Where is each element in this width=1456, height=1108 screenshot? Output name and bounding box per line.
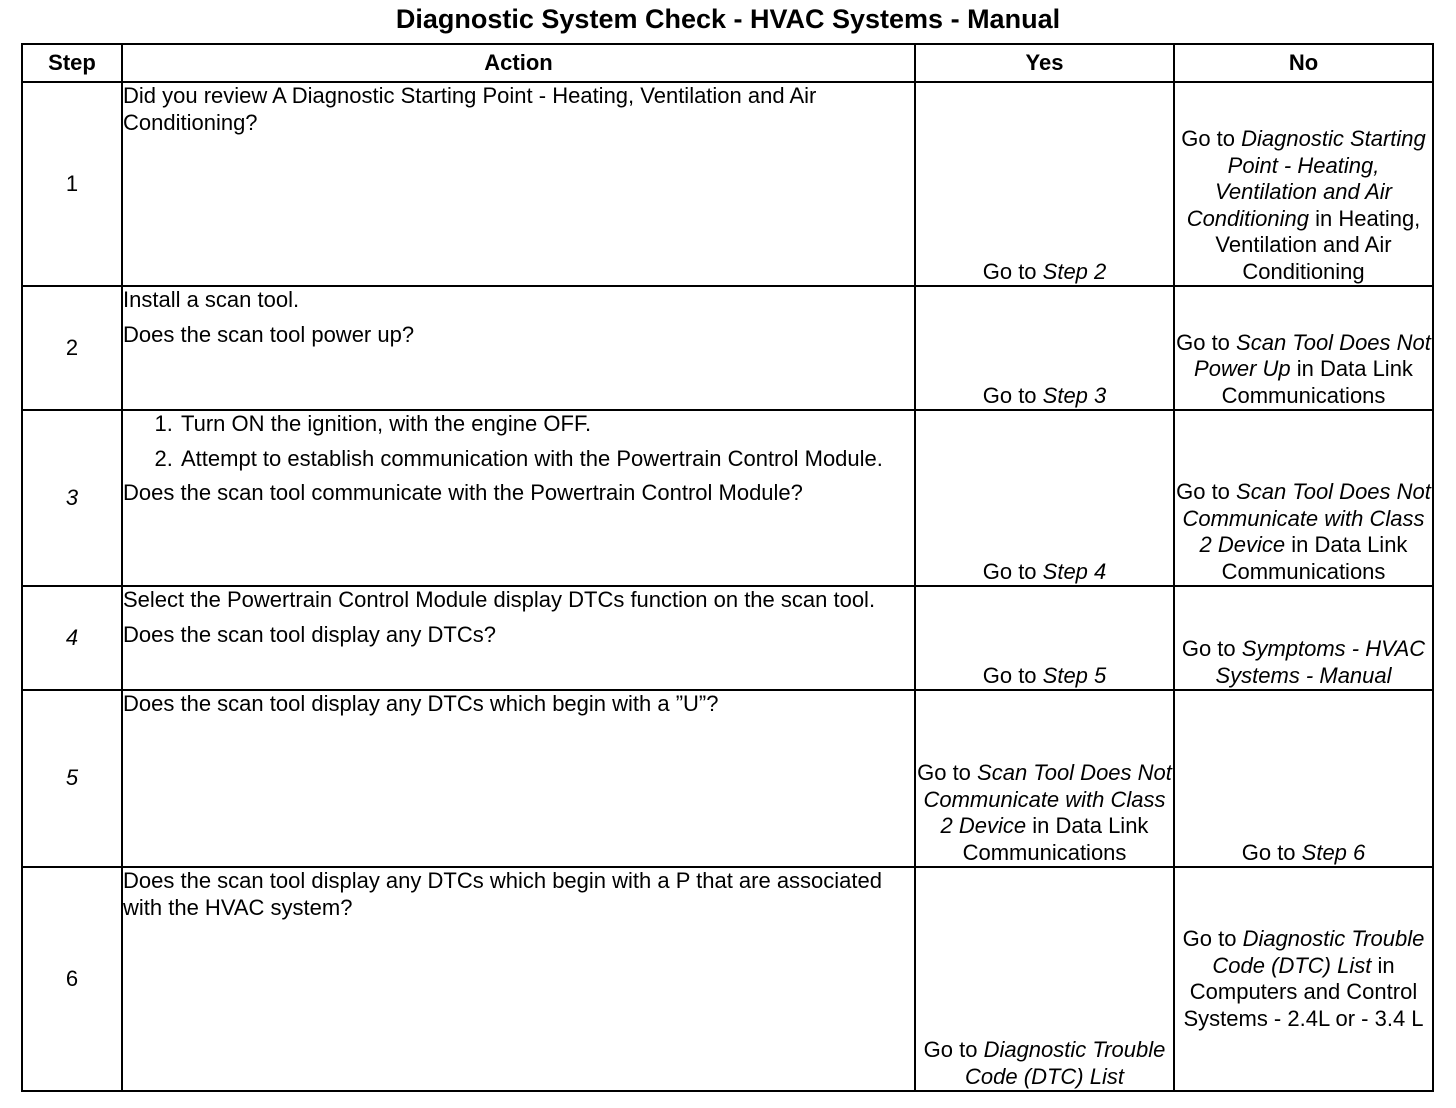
table-row: [22, 586, 1433, 690]
step-number: 3: [22, 410, 122, 586]
yes-cell: [915, 586, 1174, 690]
table-row: [22, 286, 1433, 410]
action-cell: [122, 690, 915, 867]
action-step-item: 2. Attempt to establish communication with the Powertrain Control Module.: [179, 446, 914, 473]
action-step-item: 1. Turn ON the ignition, with the engine OFF.: [179, 411, 914, 438]
action-steps-list: [123, 411, 914, 472]
yes-link[interactable]: Step 3: [1042, 382, 1107, 408]
yes-cell: [915, 690, 1174, 867]
action-cell: [122, 82, 915, 286]
yes-prefix: Go to: [917, 760, 978, 785]
action-cell: [122, 410, 915, 586]
no-link[interactable]: Diagnostic Starting Point - Heating, Ventilation and Air Conditioning: [1186, 126, 1426, 231]
action-question: Does the scan tool display any DTCs?: [123, 621, 496, 647]
page-title: Diagnostic System Check - HVAC Systems - Manual: [395, 4, 1061, 34]
action-cell: [122, 586, 915, 690]
no-prefix: Go to: [1181, 636, 1242, 661]
yes-prefix: Go to: [923, 1037, 984, 1062]
no-link[interactable]: Symptoms - HVAC Systems - Manual: [1215, 636, 1426, 688]
yes-cell: [915, 410, 1174, 586]
yes-link[interactable]: Step 5: [1042, 662, 1107, 688]
no-link[interactable]: Step 6: [1301, 839, 1366, 865]
step-number: 1: [22, 82, 122, 286]
step-number: 4: [22, 586, 122, 690]
no-cell: [1174, 82, 1433, 286]
step-number: 6: [22, 867, 122, 1091]
no-prefix: Go to: [1176, 479, 1237, 504]
no-cell: [1174, 586, 1433, 690]
action-cell: [122, 286, 915, 410]
no-suffix: in Computers and Control Systems - 2.4L or - 3.4 L: [1183, 952, 1424, 1031]
action-text: Did you review A Diagnostic Starting Point - Heating, Ventilation and Air Conditioning?: [123, 83, 817, 135]
action-cell: [122, 867, 915, 1091]
yes-link[interactable]: Diagnostic Trouble Code (DTC) List: [965, 1037, 1166, 1089]
table-row: [22, 867, 1433, 1091]
yes-prefix: Go to: [982, 382, 1043, 408]
yes-prefix: Go to: [982, 258, 1043, 284]
no-cell: [1174, 690, 1433, 867]
no-prefix: Go to: [1182, 926, 1243, 951]
no-prefix: Go to: [1176, 329, 1237, 355]
yes-cell: [915, 82, 1174, 286]
header-step: Step: [22, 44, 122, 82]
action-text: Install a scan tool.: [123, 287, 300, 312]
header-no: No: [1174, 44, 1433, 82]
no-cell: [1174, 867, 1433, 1091]
yes-suffix: in Data Link Communications: [962, 813, 1149, 865]
table-row: [22, 82, 1433, 286]
no-suffix: in Heating, Ventilation and Air Conditioning: [1215, 205, 1421, 284]
no-link[interactable]: Scan Tool Does Not Power Up: [1194, 329, 1431, 381]
header-action: Action: [122, 44, 915, 82]
diagnostic-table: [21, 43, 1434, 1092]
no-link[interactable]: Diagnostic Trouble Code (DTC) List: [1212, 926, 1425, 978]
no-suffix: in Data Link Communications: [1221, 356, 1413, 408]
yes-cell: [915, 867, 1174, 1091]
table-row: [22, 690, 1433, 867]
step-number: 5: [22, 690, 122, 867]
no-link[interactable]: Scan Tool Does Not Communicate with Class 2 Device: [1182, 479, 1431, 557]
no-prefix: Go to: [1241, 839, 1302, 865]
header-yes: Yes: [915, 44, 1174, 82]
yes-link[interactable]: Scan Tool Does Not Communicate with Class 2 Device: [923, 760, 1172, 838]
yes-link[interactable]: Step 4: [1042, 558, 1107, 584]
action-question: Does the scan tool power up?: [123, 321, 415, 347]
action-text: Does the scan tool display any DTCs which begin with a P that are associated with the HVAC system?: [123, 868, 882, 920]
table-row: [22, 410, 1433, 586]
action-text: Select the Powertrain Control Module display DTCs function on the scan tool.: [123, 587, 876, 612]
no-cell: [1174, 286, 1433, 410]
yes-cell: [915, 286, 1174, 410]
yes-prefix: Go to: [982, 662, 1043, 688]
step-number: 2: [22, 286, 122, 410]
no-suffix: in Data Link Communications: [1221, 532, 1408, 584]
yes-link[interactable]: Step 2: [1042, 258, 1107, 284]
yes-prefix: Go to: [982, 558, 1043, 584]
no-cell: [1174, 410, 1433, 586]
action-question: Does the scan tool communicate with the Powertrain Control Module?: [123, 480, 803, 505]
action-text: Does the scan tool display any DTCs which begin with a ”U”?: [123, 691, 719, 716]
no-prefix: Go to: [1181, 126, 1242, 151]
header-row: [22, 44, 1433, 82]
